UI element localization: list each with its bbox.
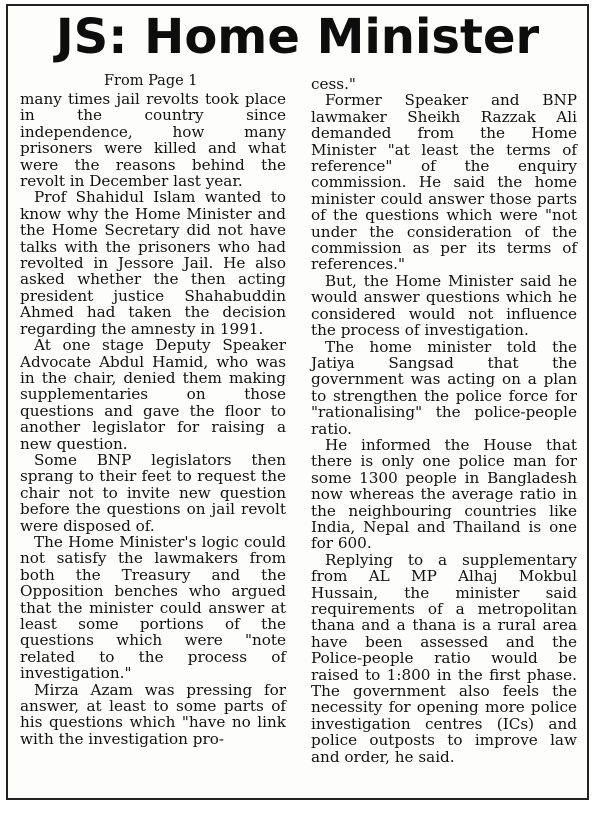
left-column	[20, 72, 286, 747]
paragraph: Former Speaker and BNP lawmaker Sheikh Razzak Ali demanded from the Home Minister "at least the terms of reference" of the enquiry commission. He said the home minister could answer those parts of the questions which were "not under the consideration of the commission as per its terms of references."	[311, 91, 577, 274]
headline: JS: Home Minister	[55, 9, 540, 65]
paragraph: cess."	[311, 75, 356, 93]
paragraph: The home minister told the Jatiya Sangsad that the government was acting on a plan to strengthen the police force for "rationalising" the police-people ratio.	[311, 337, 577, 438]
right-column	[311, 76, 577, 765]
newspaper-clipping	[6, 4, 589, 800]
paragraph: He informed the House that there is only one police man for some 1300 people in Bangladesh now whereas the average ratio in the neighbouring countries like India, Nepal and Thailand is one for 600.	[311, 435, 577, 553]
paragraph: many times jail revolts took place in the country since independence, how many prisoners were killed and what were the reasons behind the revolt in December last year.	[20, 90, 286, 191]
continuation-kicker: From Page 1	[104, 73, 198, 89]
paragraph: But, the Home Minister said he would answer questions which he considered would not influence the process of investigation.	[311, 271, 577, 340]
paragraph: Prof Shahidul Islam wanted to know why the Home Minister and the Home Secretary did not have talks with the prisoners who had revolted in Jessore Jail. He also asked whether the then acting president justice Shahabuddin Ahmed had taken the decision regarding the amnesty in 1991.	[20, 188, 286, 338]
paragraph: At one stage Deputy Speaker Advocate Abdul Hamid, who was in the chair, denied them making supplementaries on those questions and gave the floor to another legislator for raising a new question.	[20, 336, 286, 453]
paragraph: Mirza Azam was pressing for answer, at least to some parts of his questions which "have no link with the investigation pro-	[20, 680, 286, 748]
paragraph: Replying to a supplementary from AL MP Alhaj Mokbul Hussain, the minister said requirements of a metropolitan thana and a thana is a rural area have been assessed and the Police-people ratio would be raised to 1:800 in the first phase. The government also feels the necessity for opening more police investigation centres (ICs) and police outposts to improve law and order, he said.	[311, 550, 577, 766]
paragraph: The Home Minister's logic could not satisfy the lawmakers from both the Treasury and the Opposition benches who argued that the minister could answer at least some portions of the questions which were "note related to the process of investigation."	[20, 532, 286, 683]
paragraph: Some BNP legislators then sprang to their feet to request the chair not to invite new question before the questions on jail revolt were disposed of.	[20, 450, 286, 535]
